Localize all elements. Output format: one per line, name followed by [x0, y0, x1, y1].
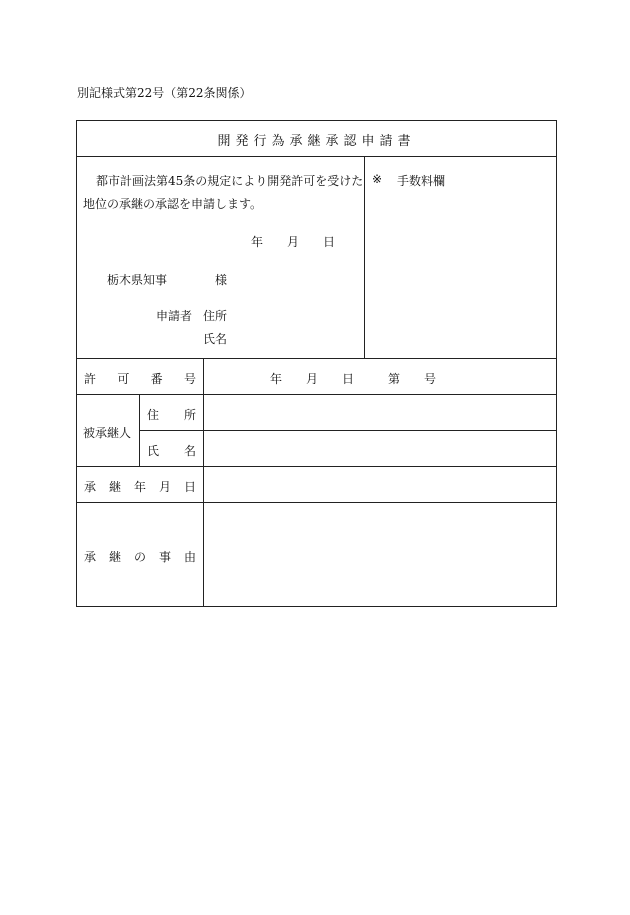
date-day: 日: [323, 235, 336, 249]
honorific: 様: [215, 273, 228, 287]
fee-column-label: 手数料欄: [397, 174, 446, 188]
predecessor-name-label: 氏 名: [147, 444, 196, 458]
fee-mark: ※: [372, 172, 383, 186]
form-title: 開発行為承継承認申請書: [217, 134, 416, 149]
applicant-name-label: 氏名: [203, 332, 228, 346]
addressee: 栃木県知事: [107, 273, 168, 287]
divider-title: [76, 156, 557, 157]
permit-number-label: 許 可 番 号: [84, 372, 196, 386]
divider-label-column: [203, 358, 204, 607]
divider-permit: [76, 394, 557, 395]
date-month: 月: [287, 235, 300, 249]
divider-predecessor: [139, 430, 557, 431]
divider-application: [76, 358, 557, 359]
applicant-label: 申請者: [156, 309, 193, 323]
succession-date-label: 承 継 年 月 日: [84, 480, 196, 494]
divider-predecessor-label: [139, 394, 140, 466]
permit-year: 年: [270, 372, 283, 386]
permit-day: 日: [342, 372, 355, 386]
divider-succession-date: [76, 502, 557, 503]
predecessor-label: 被承継人: [83, 426, 132, 440]
form-number-label: 別記様式第22号（第22条関係）: [77, 86, 252, 100]
divider-fee-column: [364, 156, 365, 358]
permit-dai: 第: [388, 372, 401, 386]
application-body-line2: 地位の承継の承認を申請します。: [83, 197, 263, 211]
date-year: 年: [251, 235, 264, 249]
permit-month: 月: [306, 372, 319, 386]
applicant-address-label: 住所: [203, 309, 228, 323]
form-frame: [76, 120, 557, 607]
permit-go: 号: [424, 372, 437, 386]
predecessor-address-label: 住 所: [147, 408, 196, 422]
application-body-line1: 都市計画法第45条の規定により開発許可を受けた: [96, 174, 364, 188]
divider-predecessor-bottom: [76, 466, 557, 467]
succession-reason-label: 承 継 の 事 由: [84, 550, 196, 564]
